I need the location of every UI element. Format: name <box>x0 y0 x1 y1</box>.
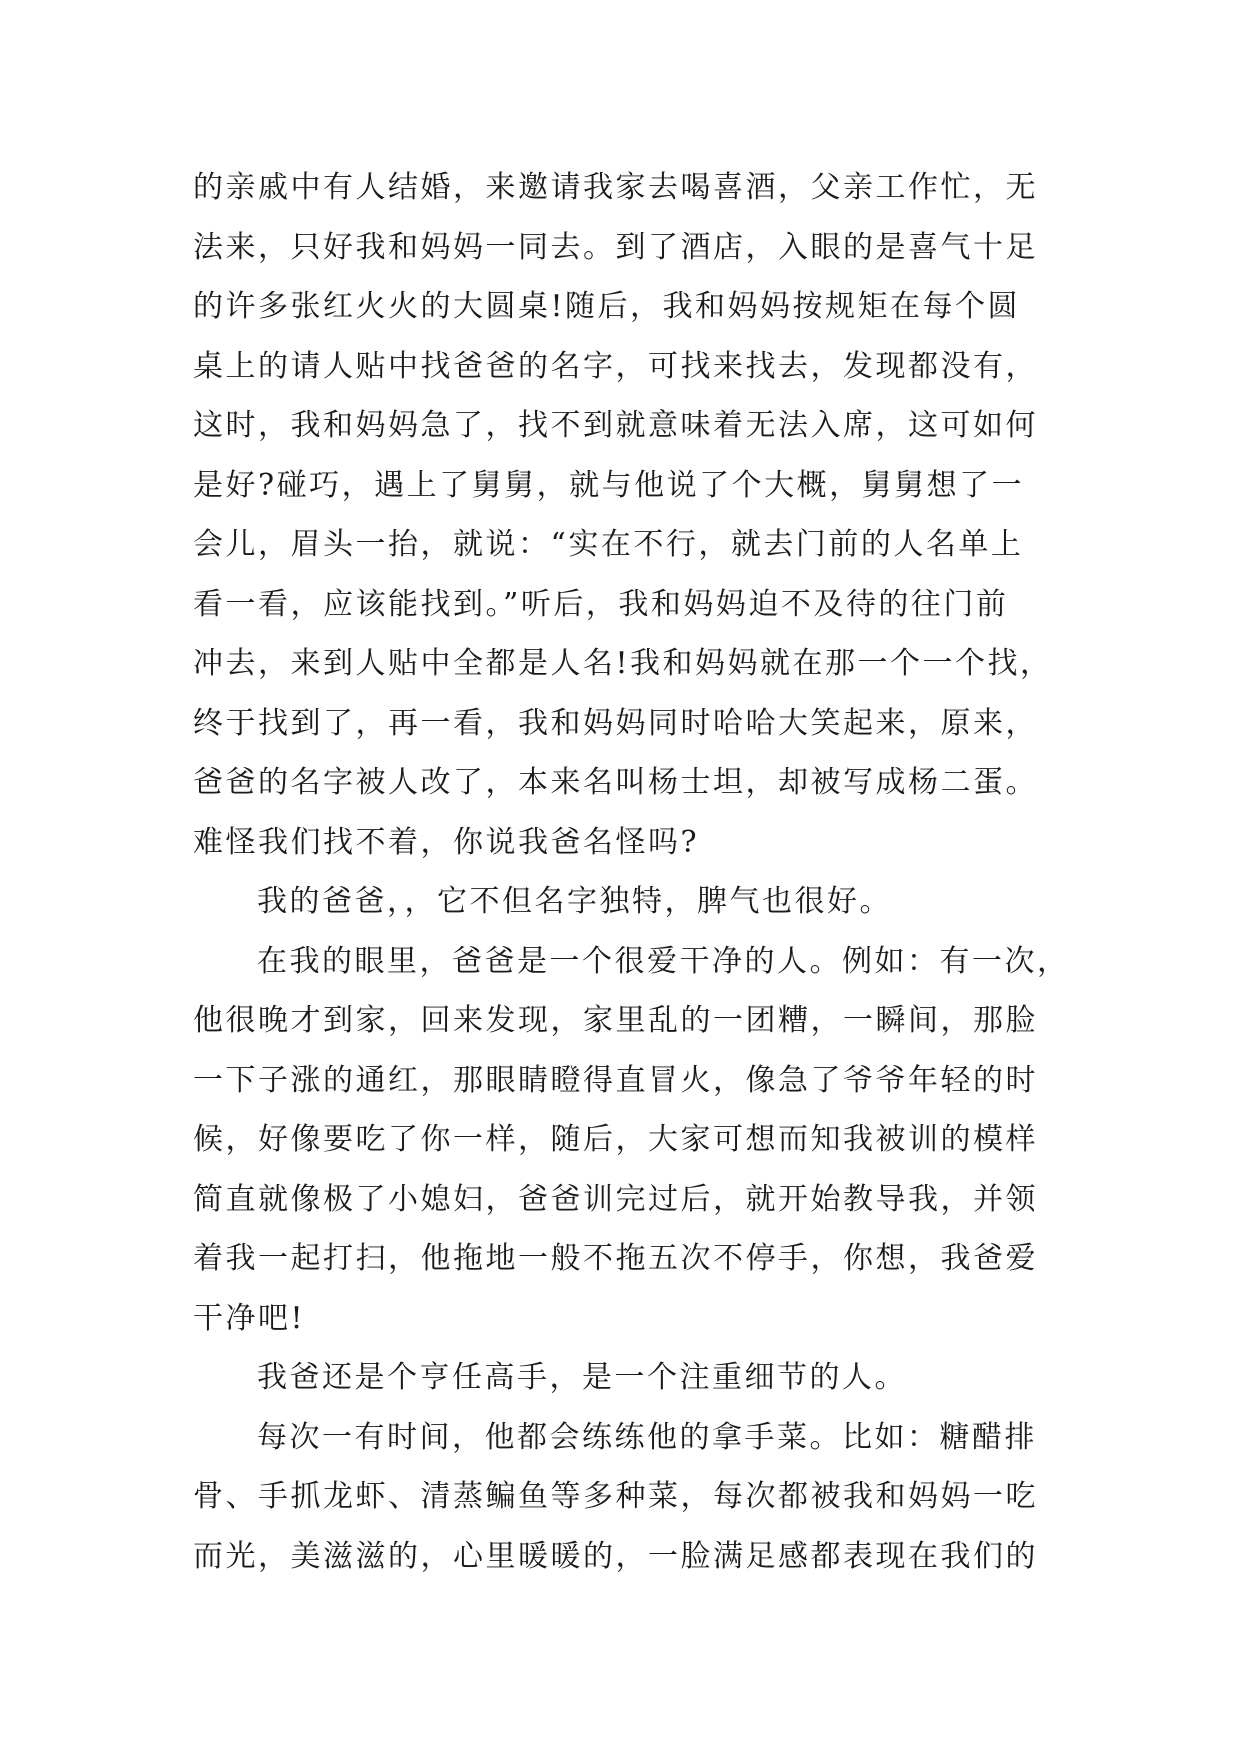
text-line: 简直就像极了小媳妇，爸爸训完过后，就开始教导我，并领 <box>193 1181 1038 1217</box>
text-line: 终于找到了，再一看，我和妈妈同时哈哈大笑起来，原来， <box>193 705 1038 741</box>
text-line: 一下子涨的通红，那眼睛瞪得直冒火，像急了爷爷年轻的时 <box>193 1062 1038 1098</box>
text-line: 骨、手抓龙虾、清蒸鳊鱼等多种菜，每次都被我和妈妈一吃 <box>193 1479 1038 1514</box>
text-line: 候，好像要吃了你一样，随后，大家可想而知我被训的模样 <box>193 1122 1038 1157</box>
text-line: 看一看，应该能找到。”听后，我和妈妈迫不及待的往门前 <box>193 586 1009 622</box>
text-line: 爸爸的名字被人改了，本来名叫杨士坦，却被写成杨二蛋。 <box>193 765 1038 800</box>
text-line: 每次一有时间，他都会练练他的拿手菜。比如：糖醋排 <box>257 1419 1037 1455</box>
text-line: 桌上的请人贴中找爸爸的名字，可找来找去，发现都没有， <box>193 348 1038 384</box>
text-line: 他很晚才到家，回来发现，家里乱的一团糟，一瞬间，那脸 <box>193 1003 1038 1038</box>
body-text <box>193 158 1073 1586</box>
text-line: 法来，只好我和妈妈一同去。到了酒店，入眼的是喜气十足 <box>193 229 1038 265</box>
text-line: 的亲戚中有人结婚，来邀请我家去喝喜酒，父亲工作忙，无 <box>193 170 1038 205</box>
text-line: 我的爸爸，，它不但名字独特，脾气也很好。 <box>257 884 892 919</box>
text-line: 难怪我们找不着，你说我爸名怪吗? <box>193 824 700 860</box>
text-line: 在我的眼里，爸爸是一个很爱干净的人。例如：有一次， <box>257 943 1070 979</box>
text-line: 的许多张红火火的大圆桌!随后，我和妈妈按规矩在每个圆 <box>193 289 1021 324</box>
text-line: 我爸还是个亨任高手，是一个注重细节的人。 <box>257 1360 907 1395</box>
text-line: 这时，我和妈妈急了，找不到就意味着无法入席，这可如何 <box>193 408 1038 443</box>
text-line: 着我一起打扫，他拖地一般不拖五次不停手，你想，我爸爱 <box>193 1241 1038 1276</box>
text-line: 是好?碰巧，遇上了舅舅，就与他说了个大概，舅舅想了一 <box>193 467 1025 503</box>
text-line: 而光，美滋滋的，心里暖暖的，一脸满足感都表现在我们的 <box>193 1538 1038 1574</box>
text-line: 干净吧! <box>193 1300 306 1336</box>
text-line: 会儿，眉头一抬，就说：“实在不行，就去门前的人名单上 <box>193 527 1024 562</box>
text-line: 冲去，来到人贴中全都是人名!我和妈妈就在那一个一个找， <box>193 646 1053 681</box>
